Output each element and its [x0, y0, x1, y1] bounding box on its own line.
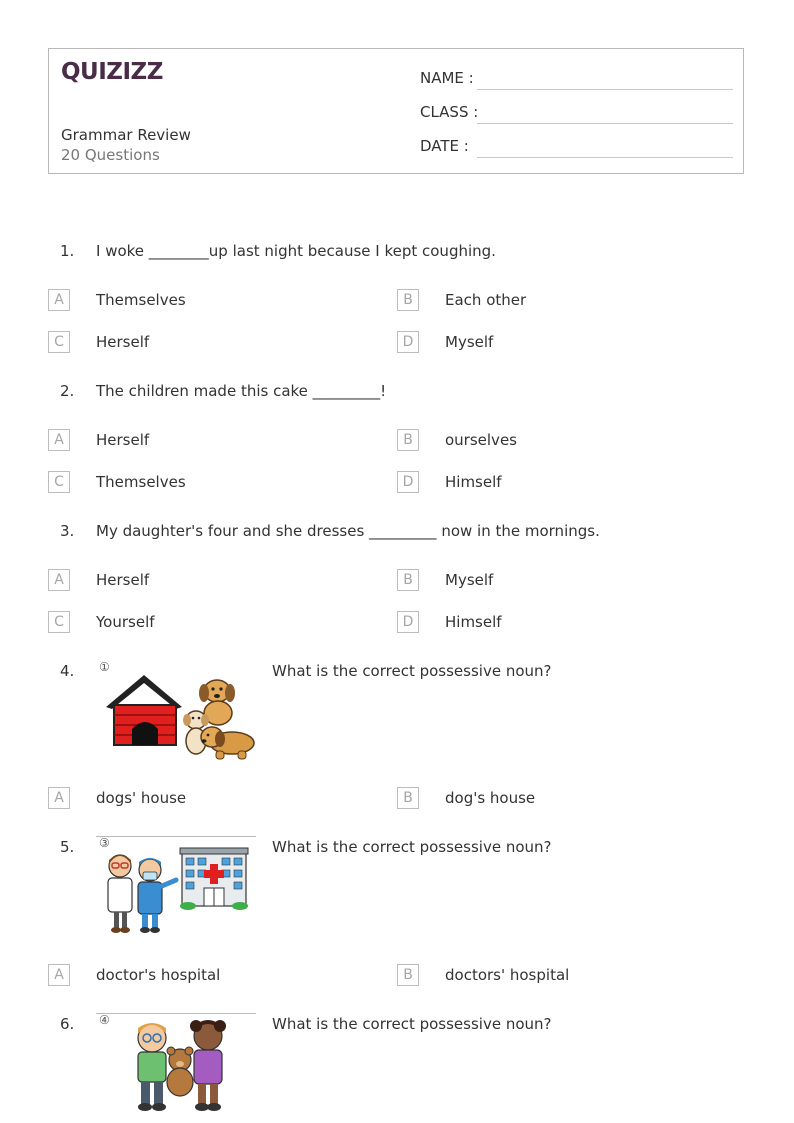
- date-label: DATE :: [420, 137, 469, 155]
- option-text: Yourself: [96, 613, 155, 631]
- worksheet-title: Grammar Review: [61, 126, 191, 144]
- option-letter-box[interactable]: D: [397, 611, 419, 633]
- image-number-badge: ④: [99, 1013, 110, 1027]
- kids-teddy-bear-image: [128, 1018, 234, 1116]
- name-label: NAME :: [420, 69, 474, 87]
- option-letter-box[interactable]: B: [397, 964, 419, 986]
- image-number-badge: ①: [99, 660, 110, 674]
- image-number-badge: ③: [99, 836, 110, 850]
- option-text: dogs' house: [96, 789, 187, 807]
- option-letter-box[interactable]: A: [48, 289, 70, 311]
- image-border: [96, 1013, 256, 1014]
- option-text: Themselves: [96, 473, 186, 491]
- option-text: Himself: [445, 613, 502, 631]
- option-letter-box[interactable]: D: [397, 331, 419, 353]
- option-letter-box[interactable]: A: [48, 569, 70, 591]
- class-label: CLASS :: [420, 103, 479, 121]
- option-letter-box[interactable]: B: [397, 289, 419, 311]
- quizizz-logo: QUIZIZZ: [61, 59, 163, 85]
- option-text: Herself: [96, 431, 150, 449]
- option-text: Himself: [445, 473, 502, 491]
- question-number: 3.: [60, 522, 75, 540]
- option-letter-box[interactable]: B: [397, 569, 419, 591]
- option-text: Myself: [445, 571, 494, 589]
- question-text: My daughter's four and she dresses _________ now in the mornings.: [96, 522, 600, 540]
- option-letter-box[interactable]: A: [48, 429, 70, 451]
- option-text: Themselves: [96, 291, 186, 309]
- name-line[interactable]: [477, 89, 733, 90]
- question-number: 6.: [60, 1015, 75, 1033]
- question-number: 2.: [60, 382, 75, 400]
- worksheet-header: [48, 48, 744, 174]
- class-line[interactable]: [477, 123, 733, 124]
- option-letter-box[interactable]: B: [397, 429, 419, 451]
- question-text: What is the correct possessive noun?: [272, 838, 552, 856]
- doctors-hospital-image: [104, 846, 252, 938]
- question-number: 4.: [60, 662, 75, 680]
- option-letter-box[interactable]: C: [48, 331, 70, 353]
- question-count: 20 Questions: [61, 146, 160, 164]
- option-letter-box[interactable]: D: [397, 471, 419, 493]
- option-letter-box[interactable]: A: [48, 787, 70, 809]
- option-text: Herself: [96, 333, 150, 351]
- date-line[interactable]: [477, 157, 733, 158]
- question-number: 5.: [60, 838, 75, 856]
- option-text: doctors' hospital: [445, 966, 570, 984]
- doghouse-dogs-image: [104, 675, 258, 763]
- option-letter-box[interactable]: C: [48, 471, 70, 493]
- image-border: [96, 836, 256, 837]
- option-letter-box[interactable]: B: [397, 787, 419, 809]
- question-text: What is the correct possessive noun?: [272, 1015, 552, 1033]
- option-letter-box[interactable]: C: [48, 611, 70, 633]
- option-text: doctor's hospital: [96, 966, 221, 984]
- question-text: The children made this cake _________!: [96, 382, 387, 400]
- option-text: ourselves: [445, 431, 517, 449]
- option-text: Each other: [445, 291, 527, 309]
- option-text: Herself: [96, 571, 150, 589]
- option-letter-box[interactable]: A: [48, 964, 70, 986]
- option-text: dog's house: [445, 789, 536, 807]
- option-text: Myself: [445, 333, 494, 351]
- question-number: 1.: [60, 242, 75, 260]
- question-text: I woke ________up last night because I kept coughing.: [96, 242, 496, 260]
- question-text: What is the correct possessive noun?: [272, 662, 552, 680]
